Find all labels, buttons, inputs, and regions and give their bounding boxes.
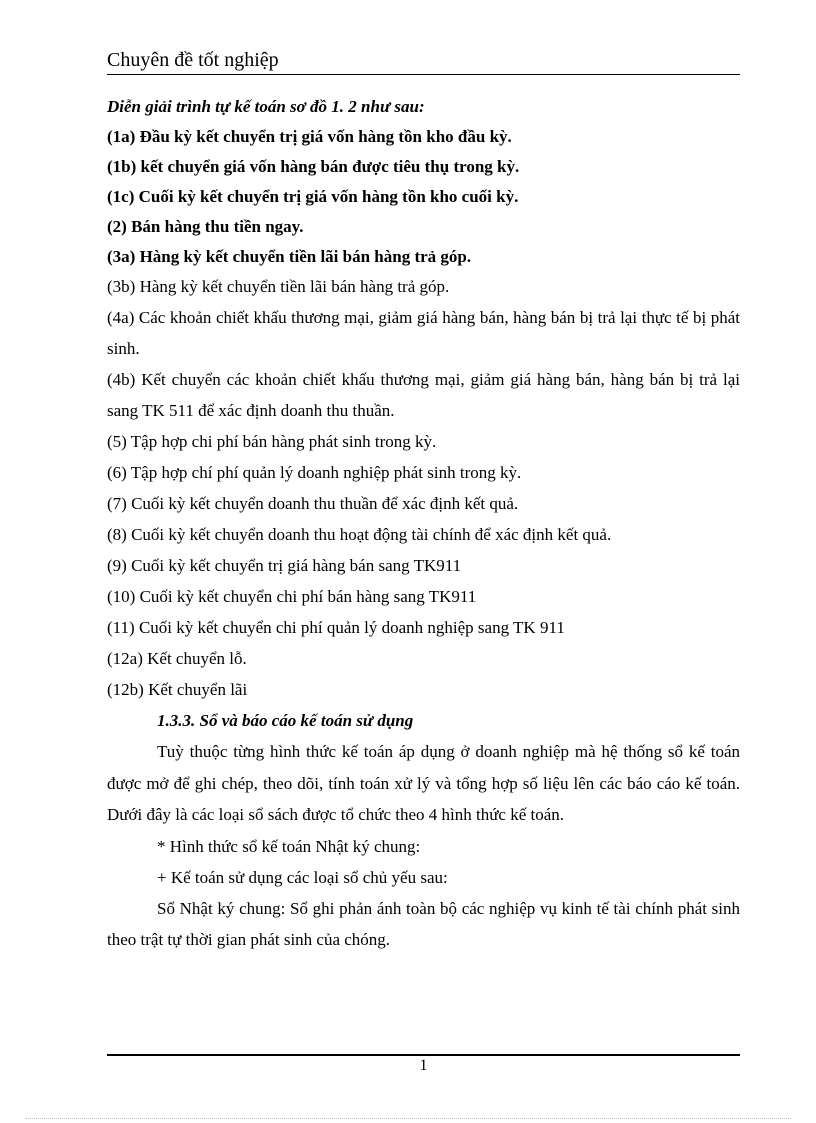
- item-1b: (1b) kết chuyển giá vốn hàng bán được tiêu thụ trong kỳ.: [107, 157, 520, 176]
- item-3b: (3b) Hàng kỳ kết chuyển tiền lãi bán hàng trả góp.: [107, 277, 450, 296]
- document-body: [107, 92, 740, 956]
- running-header: Chuyên đề tốt nghiệp: [107, 49, 279, 71]
- item-9: (9) Cuối kỳ kết chuyển trị giá hàng bán sang TK911: [107, 556, 462, 575]
- section-paragraph-3: + Kế toán sử dụng các loại sổ chủ yếu sau:: [157, 867, 448, 887]
- item-8: (8) Cuối kỳ kết chuyển doanh thu hoạt động tài chính để xác định kết quả.: [107, 525, 612, 544]
- item-1c: (1c) Cuối kỳ kết chuyển trị giá vốn hàng tồn kho cuối kỳ.: [107, 187, 519, 206]
- page-number: 1: [419, 1057, 428, 1074]
- item-5: (5) Tập hợp chi phí bán hàng phát sinh trong kỳ.: [107, 432, 437, 451]
- item-11: (11) Cuối kỳ kết chuyển chi phí quản lý doanh nghiệp sang TK 911: [107, 618, 565, 637]
- item-10: (10) Cuối kỳ kết chuyển chi phí bán hàng sang TK911: [107, 587, 477, 606]
- item-7: (7) Cuối kỳ kết chuyển doanh thu thuần để xác định kết quả.: [107, 494, 519, 513]
- item-12b: (12b) Kết chuyển lãi: [107, 680, 248, 699]
- section-heading: 1.3.3. Sổ và báo cáo kế toán sử dụng: [157, 711, 414, 730]
- section-paragraph-4: Sổ Nhật ký chung: Sổ ghi phản ánh toàn bộ các nghiệp vụ kinh tế tài chính phát sinh theo trật tự thời gian phát sinh của chóng.: [107, 898, 740, 949]
- item-2: (2) Bán hàng thu tiền ngay.: [107, 217, 304, 236]
- section-paragraph-2: * Hình thức sổ kế toán Nhật ký chung:: [157, 836, 421, 856]
- page-bottom-border: [25, 1118, 791, 1119]
- section-paragraph-1: Tuỳ thuộc từng hình thức kế toán áp dụng ở doanh nghiệp mà hệ thống sổ kế toán được mở để ghi chép, theo dõi, tính toán xử lý và tổng hợp số liệu lên các báo cáo kế toán. Dưới đây là các loại sổ sách được tổ chức theo 4 hình thức kế toán.: [107, 742, 740, 824]
- header-rule: [107, 74, 740, 75]
- item-12a: (12a) Kết chuyển lỗ.: [107, 649, 247, 668]
- item-4a: (4a) Các khoản chiết khấu thương mại, giảm giá hàng bán, hàng bán bị trả lại thực tế bị phát sinh.: [107, 308, 740, 358]
- item-1a: (1a) Đầu kỳ kết chuyển trị giá vốn hàng tồn kho đầu kỳ.: [107, 127, 512, 146]
- item-6: (6) Tập hợp chí phí quản lý doanh nghiệp phát sinh trong kỳ.: [107, 463, 522, 482]
- item-4b: (4b) Kết chuyển các khoản chiết khấu thương mại, giảm giá hàng bán, hàng bán bị trả lại sang TK 511 để xác định doanh thu thuần.: [107, 370, 740, 420]
- item-3a: (3a) Hàng kỳ kết chuyển tiền lãi bán hàng trả góp.: [107, 247, 472, 266]
- explanation-title: Diễn giải trình tự kế toán sơ đồ 1. 2 như sau:: [107, 97, 425, 116]
